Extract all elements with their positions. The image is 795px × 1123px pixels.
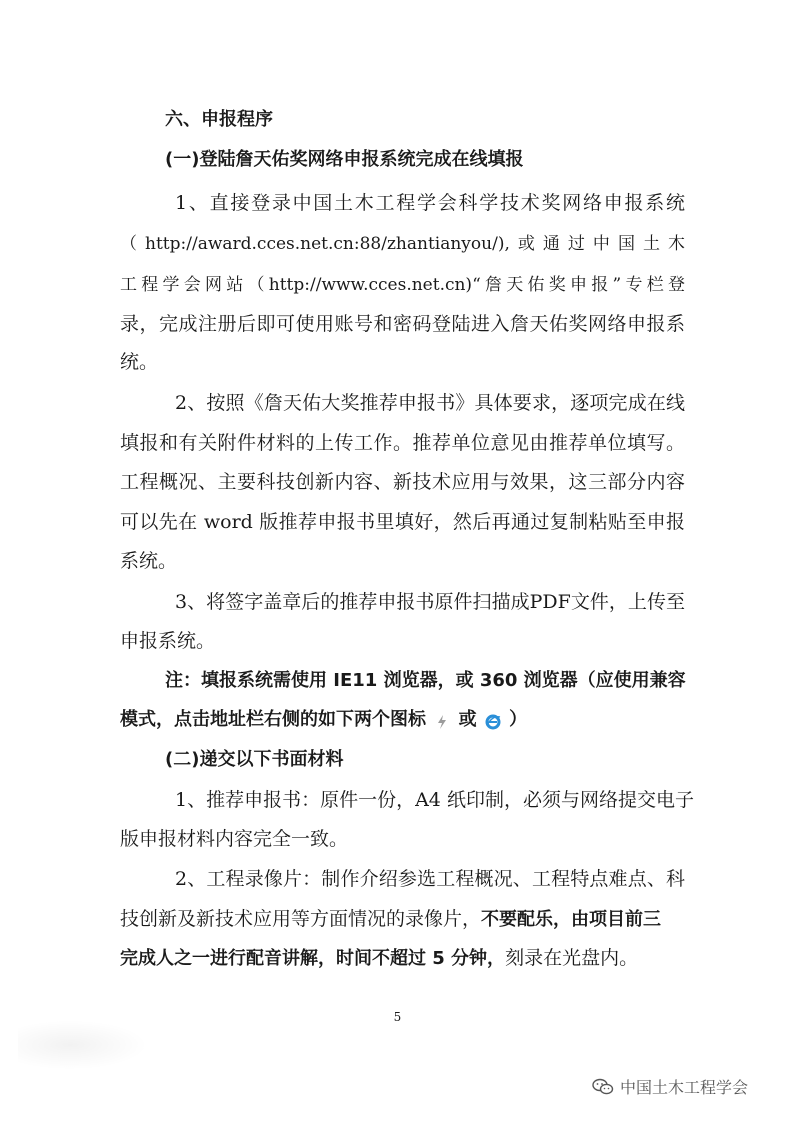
paragraph-2-line-5: 系统。 [120, 550, 178, 572]
material-2-line-3-bold: 完成人之一进行配音讲解，时间不超过 5 分钟， [120, 948, 506, 969]
note-line-2-or: 或 [458, 709, 477, 730]
paragraph-1-line-3: 工程学会网站（http://www.cces.net.cn)“詹天佑奖申报”专栏登 [120, 275, 685, 295]
note-line-1: 注：填报系统需使用 IE11 浏览器，或 360 浏览器（应使用兼容 [165, 670, 686, 691]
scan-smudge [18, 1020, 148, 1070]
lightning-icon [434, 712, 450, 728]
note-line-2-close: ） [509, 709, 528, 730]
section-heading: 六、申报程序 [165, 109, 273, 130]
note-line-2-text: 模式，点击地址栏右侧的如下两个图标 [120, 709, 426, 730]
paragraph-1-line-4: 录，完成注册后即可使用账号和密码登陆进入詹天佑奖网络申报系 [120, 313, 685, 335]
paragraph-1-line-5: 统。 [120, 351, 159, 373]
paragraph-2-line-2: 填报和有关附件材料的上传工作。推荐单位意见由推荐单位填写。 [120, 432, 685, 454]
subsection-heading-2: (二)递交以下书面材料 [165, 749, 344, 770]
watermark-text: 中国土木工程学会 [620, 1078, 749, 1097]
note-line-2 [120, 707, 527, 733]
material-1-line-1: 1、推荐申报书：原件一份，A4 纸印制，必须与网络提交电子 [175, 789, 694, 811]
paragraph-3-line-1: 3、将签字盖章后的推荐申报书原件扫描成PDF文件，上传至 [175, 591, 685, 613]
material-2-line-2-bold: 不要配乐，由项目前三 [481, 909, 662, 930]
material-2-line-1: 2、工程录像片：制作介绍参选工程概况、工程特点难点、科 [175, 868, 685, 890]
ie-browser-icon [485, 712, 501, 728]
material-2-line-3-text: 刻录在光盘内。 [505, 947, 639, 969]
material-1-line-2: 版申报材料内容完全一致。 [120, 828, 349, 850]
paragraph-2-line-4: 可以先在 word 版推荐申报书里填好，然后再通过复制粘贴至申报 [120, 511, 685, 533]
paragraph-1-line-1: 1、直接登录中国土木工程学会科学技术奖网络申报系统 [175, 192, 685, 214]
paragraph-2-line-3: 工程概况、主要科技创新内容、新技术应用与效果，这三部分内容 [120, 471, 685, 493]
paragraph-3-line-2: 申报系统。 [120, 630, 216, 652]
material-2-line-3 [120, 945, 638, 972]
subsection-heading-1: (一)登陆詹天佑奖网络申报系统完成在线填报 [165, 149, 524, 170]
paragraph-2-line-1: 2、按照《詹天佑大奖推荐申报书》具体要求，逐项完成在线 [175, 392, 685, 414]
material-2-line-2 [120, 906, 685, 933]
watermark [592, 1075, 748, 1098]
wechat-icon [592, 1078, 614, 1096]
page-number: 5 [393, 1010, 402, 1024]
paragraph-1-line-2: （http://award.cces.net.cn:88/zhantianyou/),或通过中国土木 [120, 234, 685, 254]
material-2-line-2-text: 技创新及新技术应用等方面情况的录像片， [120, 908, 482, 930]
